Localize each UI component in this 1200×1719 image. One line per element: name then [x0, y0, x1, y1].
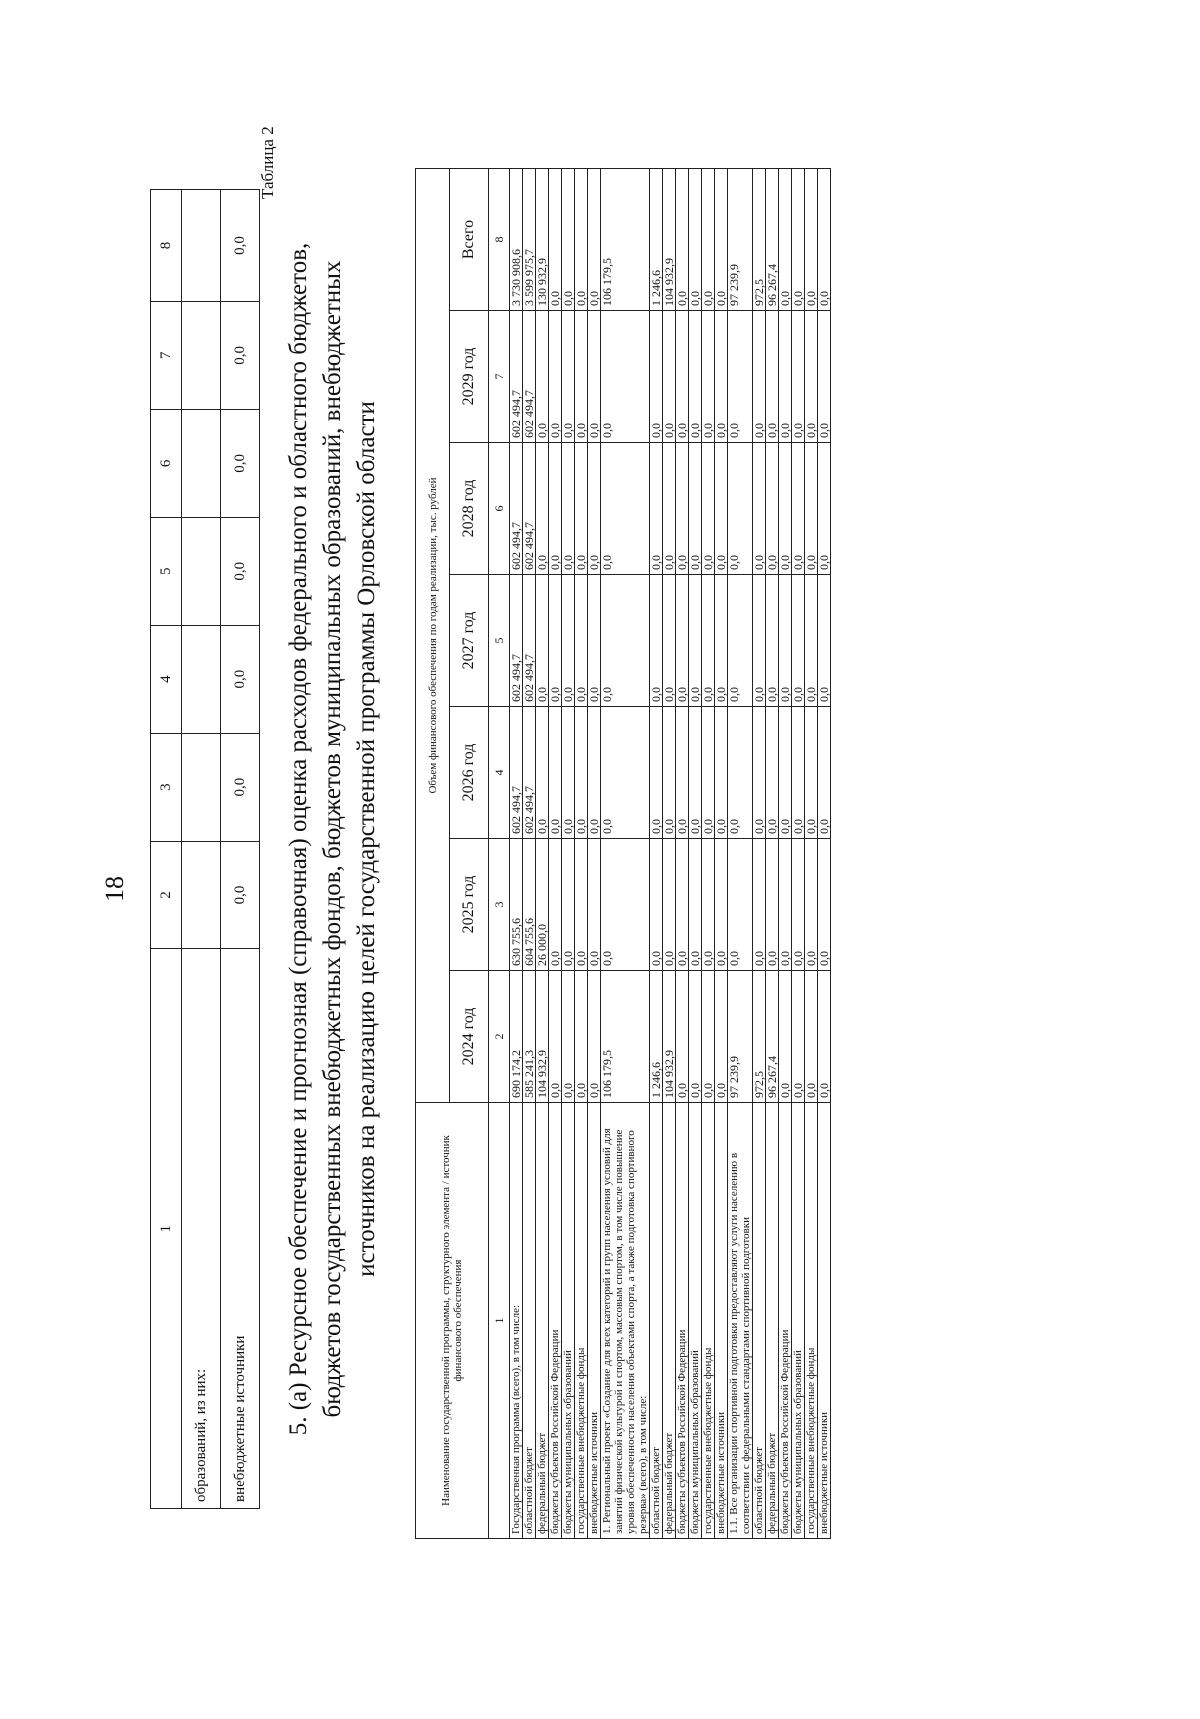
- row-label: областной бюджет: [753, 1103, 766, 1539]
- row-label: внебюджетные источники: [588, 1103, 601, 1539]
- table-row: [818, 168, 831, 1538]
- cell-value: [182, 190, 221, 302]
- row-label: Государственная программа (всего), в том числе:: [510, 1103, 523, 1539]
- table-row: [650, 168, 663, 1538]
- cell-value: 0,0: [715, 311, 728, 443]
- header-name: Наименование государственной программы, структурного элемента / источник финансового обеспечения: [416, 1103, 489, 1539]
- table-row: [715, 168, 728, 1538]
- cell-value: [182, 301, 221, 409]
- cell-value: 630 755,6: [510, 839, 523, 971]
- cell-value: 0,0: [588, 443, 601, 575]
- table-row: [562, 168, 575, 1538]
- cell-value: 0,0: [715, 443, 728, 575]
- table-row: [510, 168, 523, 1538]
- cell-value: 0,0: [702, 707, 715, 839]
- row-label: бюджеты субъектов Российской Федерации: [676, 1103, 689, 1539]
- row-label: образований, из них:: [182, 949, 221, 1509]
- column-number: 1: [489, 1103, 510, 1539]
- cell-value: 972,5: [753, 168, 766, 310]
- cell-value: 0,0: [818, 839, 831, 971]
- cell-value: 0,0: [779, 971, 792, 1103]
- cell-value: 0,0: [650, 707, 663, 839]
- cell-value: 0,0: [792, 971, 805, 1103]
- cell-value: [182, 517, 221, 625]
- cell-value: 0,0: [818, 971, 831, 1103]
- cell-value: 0,0: [753, 311, 766, 443]
- row-label: федеральный бюджет: [766, 1103, 779, 1539]
- cell-value: 604 755,6: [523, 839, 536, 971]
- table-row: [523, 168, 536, 1538]
- cell-value: 0,0: [575, 971, 588, 1103]
- cell-value: 0,0: [601, 839, 650, 971]
- cell-value: 0,0: [753, 839, 766, 971]
- cell-value: 0,0: [549, 168, 562, 310]
- cell-value: 0,0: [805, 971, 818, 1103]
- cell-value: 0,0: [221, 841, 260, 949]
- year-header: 2029 год: [450, 311, 489, 443]
- cell-value: 0,0: [818, 575, 831, 707]
- cell-value: 0,0: [221, 733, 260, 841]
- cell-value: 602 494,7: [510, 575, 523, 707]
- cell-value: 0,0: [715, 839, 728, 971]
- row-label: государственные внебюджетные фонды: [575, 1103, 588, 1539]
- row-label: областной бюджет: [523, 1103, 536, 1539]
- cell-value: 0,0: [728, 575, 753, 707]
- cell-value: 602 494,7: [523, 707, 536, 839]
- cell-value: 0,0: [549, 575, 562, 707]
- table-row: [805, 168, 818, 1538]
- cell-value: 0,0: [221, 190, 260, 302]
- table-row: [766, 168, 779, 1538]
- column-number-row: [489, 168, 510, 1538]
- cell-value: 0,0: [805, 311, 818, 443]
- cell-value: 0,0: [650, 311, 663, 443]
- column-number: 3: [151, 733, 182, 841]
- cell-value: 3 599 975,7: [523, 168, 536, 310]
- cell-value: 0,0: [689, 311, 702, 443]
- cell-value: 0,0: [702, 168, 715, 310]
- cell-value: 0,0: [805, 443, 818, 575]
- cell-value: 0,0: [779, 168, 792, 310]
- cell-value: 690 174,2: [510, 971, 523, 1103]
- cell-value: 0,0: [221, 517, 260, 625]
- cell-value: 0,0: [588, 168, 601, 310]
- cell-value: 0,0: [663, 575, 676, 707]
- column-number: 6: [151, 409, 182, 517]
- cell-value: 0,0: [792, 707, 805, 839]
- cell-value: 0,0: [779, 575, 792, 707]
- cell-value: 0,0: [676, 168, 689, 310]
- row-label: бюджеты субъектов Российской Федерации: [549, 1103, 562, 1539]
- table-row: [728, 168, 753, 1538]
- cell-value: 0,0: [676, 971, 689, 1103]
- cell-value: 0,0: [549, 311, 562, 443]
- column-number: 8: [489, 168, 510, 310]
- cell-value: 0,0: [549, 971, 562, 1103]
- cell-value: 0,0: [779, 311, 792, 443]
- cell-value: 0,0: [562, 443, 575, 575]
- cell-value: 0,0: [562, 971, 575, 1103]
- cell-value: 26 000,0: [536, 839, 549, 971]
- cell-value: 0,0: [689, 575, 702, 707]
- row-label: 1.1. Все организации спортивной подготовки предоставляют услуги населению в соответствии с федеральными стандартами спортивной подготовки: [728, 1103, 753, 1539]
- row-label: внебюджетные источники: [715, 1103, 728, 1539]
- cell-value: 0,0: [221, 625, 260, 733]
- cell-value: 0,0: [792, 575, 805, 707]
- cell-value: 0,0: [805, 707, 818, 839]
- section-heading: 5. (а) Ресурсное обеспечение и прогнозная (справочная) оценка расходов федерального и областного бюджетов, бюджетов государственных внебюджетных фондов, бюджетов муниципальных образований, внебюджетных источников на реализацию целей государственной программы Орловской области: [285, 242, 380, 1436]
- column-number: 6: [489, 443, 510, 575]
- cell-value: 130 932,9: [536, 168, 549, 310]
- cell-value: 0,0: [536, 311, 549, 443]
- cell-value: 0,0: [702, 839, 715, 971]
- cell-value: 97 239,9: [728, 168, 753, 310]
- column-number: 2: [489, 971, 510, 1103]
- cell-value: 0,0: [805, 168, 818, 310]
- column-number: 7: [489, 311, 510, 443]
- cell-value: 602 494,7: [510, 311, 523, 443]
- cell-value: 0,0: [676, 707, 689, 839]
- cell-value: 0,0: [549, 707, 562, 839]
- row-label: внебюджетные источники: [221, 949, 260, 1509]
- cell-value: 972,5: [753, 971, 766, 1103]
- cell-value: 0,0: [575, 443, 588, 575]
- row-label: государственные внебюджетные фонды: [702, 1103, 715, 1539]
- cell-value: [182, 625, 221, 733]
- column-number: 1: [151, 949, 182, 1509]
- cell-value: 0,0: [221, 301, 260, 409]
- cell-value: 0,0: [676, 575, 689, 707]
- table-label: Таблица 2: [258, 126, 277, 199]
- column-number: 2: [151, 841, 182, 949]
- cell-value: 0,0: [676, 311, 689, 443]
- cell-value: 0,0: [601, 707, 650, 839]
- table-row: [779, 168, 792, 1538]
- cell-value: 0,0: [689, 707, 702, 839]
- column-number: 7: [151, 301, 182, 409]
- cell-value: 0,0: [689, 971, 702, 1103]
- cell-value: 0,0: [536, 443, 549, 575]
- continuation-table: [150, 189, 260, 1509]
- cell-value: 0,0: [805, 575, 818, 707]
- cell-value: 0,0: [588, 311, 601, 443]
- cell-value: 0,0: [536, 575, 549, 707]
- row-label: государственные внебюджетные фонды: [805, 1103, 818, 1539]
- cell-value: 0,0: [536, 707, 549, 839]
- cell-value: 602 494,7: [523, 311, 536, 443]
- cell-value: 97 239,9: [728, 971, 753, 1103]
- row-label: 1. Региональный проект «Создание для всех категорий и групп населения условий для занятий физической культурой и спортом, массовым спортом, в том числе повышение уровня обеспеченности населения объектами спорта, а также подготовка спортивного резерва» (всего), в том числе:: [601, 1103, 650, 1539]
- table-row: [549, 168, 562, 1538]
- table-row: [702, 168, 715, 1538]
- cell-value: 0,0: [753, 707, 766, 839]
- column-number: 8: [151, 190, 182, 302]
- cell-value: 0,0: [818, 311, 831, 443]
- cell-value: 0,0: [702, 311, 715, 443]
- cell-value: 0,0: [818, 707, 831, 839]
- cell-value: 0,0: [562, 707, 575, 839]
- cell-value: 0,0: [562, 839, 575, 971]
- cell-value: 106 179,5: [601, 971, 650, 1103]
- cell-value: 0,0: [689, 168, 702, 310]
- cell-value: 96 267,4: [766, 168, 779, 310]
- cell-value: 0,0: [818, 443, 831, 575]
- page-number: 18: [100, 876, 129, 902]
- row-label: бюджеты муниципальных образований: [562, 1103, 575, 1539]
- table-row: [536, 168, 549, 1538]
- table-row: [689, 168, 702, 1538]
- table-row: [753, 168, 766, 1538]
- cell-value: 0,0: [663, 839, 676, 971]
- cell-value: 0,0: [792, 839, 805, 971]
- cell-value: [182, 733, 221, 841]
- cell-value: 0,0: [792, 311, 805, 443]
- row-label: внебюджетные источники: [818, 1103, 831, 1539]
- cell-value: 0,0: [779, 707, 792, 839]
- cell-value: 0,0: [663, 443, 676, 575]
- cell-value: 0,0: [575, 168, 588, 310]
- row-label: бюджеты муниципальных образований: [792, 1103, 805, 1539]
- cell-value: 0,0: [221, 409, 260, 517]
- cell-value: 0,0: [663, 707, 676, 839]
- cell-value: [182, 409, 221, 517]
- cell-value: 0,0: [663, 311, 676, 443]
- cell-value: 0,0: [766, 443, 779, 575]
- cell-value: 104 932,9: [663, 971, 676, 1103]
- row-label: бюджеты муниципальных образований: [689, 1103, 702, 1539]
- cell-value: 1 246,6: [650, 168, 663, 310]
- cell-value: 585 241,3: [523, 971, 536, 1103]
- cell-value: 104 932,9: [663, 168, 676, 310]
- cell-value: 0,0: [689, 839, 702, 971]
- cell-value: 0,0: [676, 443, 689, 575]
- table-row: [182, 190, 221, 1509]
- financing-table: [415, 168, 831, 1539]
- cell-value: 1 246,6: [650, 971, 663, 1103]
- cell-value: 0,0: [588, 707, 601, 839]
- column-number: 4: [489, 707, 510, 839]
- cell-value: 0,0: [766, 575, 779, 707]
- year-header: 2027 год: [450, 575, 489, 707]
- column-number: 5: [489, 575, 510, 707]
- table-row: [601, 168, 650, 1538]
- cell-value: 0,0: [766, 311, 779, 443]
- cell-value: 96 267,4: [766, 971, 779, 1103]
- cell-value: 0,0: [792, 168, 805, 310]
- cell-value: 0,0: [728, 707, 753, 839]
- cell-value: 0,0: [588, 839, 601, 971]
- cell-value: 0,0: [702, 575, 715, 707]
- row-label: федеральный бюджет: [536, 1103, 549, 1539]
- cell-value: 0,0: [766, 839, 779, 971]
- year-header: 2024 год: [450, 971, 489, 1103]
- cell-value: 0,0: [766, 707, 779, 839]
- cell-value: 0,0: [702, 443, 715, 575]
- year-header: Всего: [450, 168, 489, 310]
- cell-value: 0,0: [575, 707, 588, 839]
- cell-value: 106 179,5: [601, 168, 650, 310]
- table-row: [575, 168, 588, 1538]
- cell-value: 0,0: [676, 839, 689, 971]
- cell-value: 0,0: [779, 443, 792, 575]
- cell-value: 0,0: [818, 168, 831, 310]
- year-header: 2028 год: [450, 443, 489, 575]
- column-number: 4: [151, 625, 182, 733]
- column-number: 5: [151, 517, 182, 625]
- cell-value: 0,0: [702, 971, 715, 1103]
- cell-value: 0,0: [715, 168, 728, 310]
- cell-value: 0,0: [792, 443, 805, 575]
- cell-value: 0,0: [715, 575, 728, 707]
- row-label: федеральный бюджет: [663, 1103, 676, 1539]
- cell-value: 0,0: [575, 839, 588, 971]
- year-header: 2025 год: [450, 839, 489, 971]
- cell-value: 0,0: [588, 971, 601, 1103]
- cell-value: 602 494,7: [510, 443, 523, 575]
- cell-value: 0,0: [728, 311, 753, 443]
- cell-value: 0,0: [728, 443, 753, 575]
- table-row: [221, 190, 260, 1509]
- cell-value: 0,0: [805, 839, 818, 971]
- column-number: 3: [489, 839, 510, 971]
- cell-value: 0,0: [753, 443, 766, 575]
- cell-value: 0,0: [689, 443, 702, 575]
- cell-value: 602 494,7: [523, 443, 536, 575]
- cell-value: 104 932,9: [536, 971, 549, 1103]
- cell-value: 0,0: [728, 839, 753, 971]
- row-label: бюджеты субъектов Российской Федерации: [779, 1103, 792, 1539]
- cell-value: 0,0: [715, 971, 728, 1103]
- cell-value: 602 494,7: [523, 575, 536, 707]
- cell-value: 0,0: [562, 575, 575, 707]
- cell-value: 0,0: [650, 443, 663, 575]
- year-header: 2026 год: [450, 707, 489, 839]
- cell-value: 0,0: [715, 707, 728, 839]
- row-label: областной бюджет: [650, 1103, 663, 1539]
- cell-value: 0,0: [601, 311, 650, 443]
- continuation-header-row: [151, 190, 182, 1509]
- cell-value: 0,0: [650, 575, 663, 707]
- cell-value: 0,0: [549, 839, 562, 971]
- cell-value: 0,0: [562, 311, 575, 443]
- cell-value: 0,0: [575, 575, 588, 707]
- table-row: [588, 168, 601, 1538]
- cell-value: 0,0: [562, 168, 575, 310]
- cell-value: 0,0: [549, 443, 562, 575]
- cell-value: 0,0: [588, 575, 601, 707]
- cell-value: 0,0: [601, 443, 650, 575]
- table-row: [663, 168, 676, 1538]
- cell-value: 0,0: [575, 311, 588, 443]
- cell-value: 0,0: [779, 839, 792, 971]
- cell-value: 0,0: [601, 575, 650, 707]
- header-group: Объем финансового обеспечения по годам реализации, тыс. рублей: [416, 168, 450, 1102]
- cell-value: [182, 841, 221, 949]
- cell-value: 602 494,7: [510, 707, 523, 839]
- cell-value: 0,0: [650, 839, 663, 971]
- cell-value: 0,0: [753, 575, 766, 707]
- table-row: [792, 168, 805, 1538]
- cell-value: 3 730 908,6: [510, 168, 523, 310]
- table-row: [676, 168, 689, 1538]
